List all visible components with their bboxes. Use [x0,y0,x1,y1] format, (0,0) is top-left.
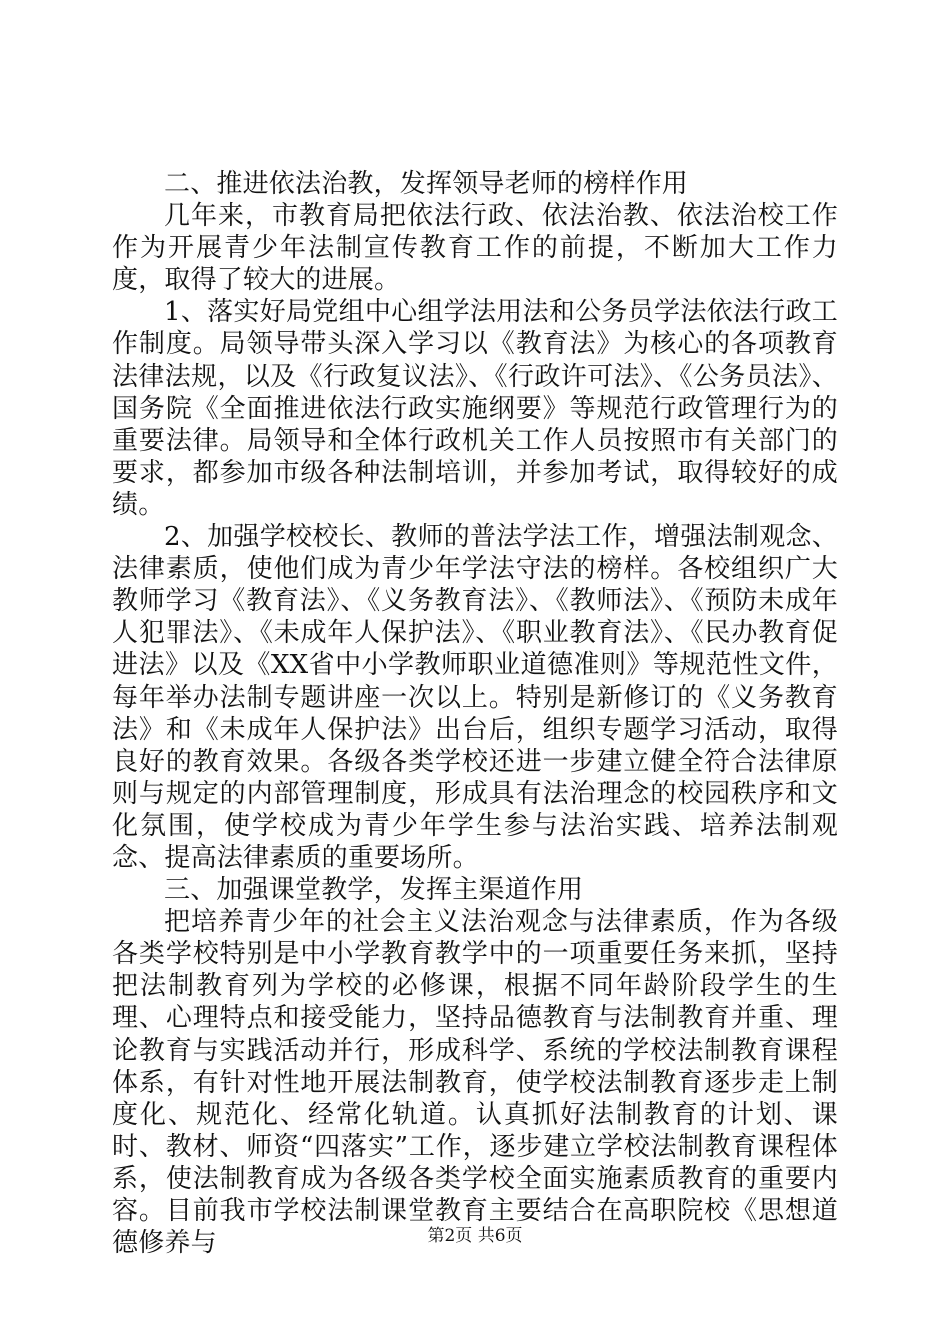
document-body [112,168,838,1259]
section-heading-3: 三、加强课堂教学，发挥主渠道作用 [164,875,584,906]
body-paragraph: 几年来，市教育局把依法行政、依法治教、依法治校工作作为开展青少年法制宣传教育工作的前提，不断加大工作力度，取得了较大的进展。 [112,201,838,296]
section-heading-2: 二、推进依法治教，发挥领导老师的榜样作用 [164,169,689,199]
body-paragraph: 2、加强学校校长、教师的普法学法工作，增强法制观念、法律素质，使他们成为青少年学法守法的榜样。各校组织广大教师学习《教育法》、《义务教育法》、《教师法》、《预防未成年人犯罪法》、《未成年人保护法》、《职业教育法》、《民办教育促进法》以及《XX省中小学教师职业道德准则》等规范性文件，每年举办法制专题讲座一次以上。特别是新修订的《义务教育法》和《未成年人保护法》出台后，组织专题学习活动，取得良好的教育效果。各级各类学校还进一步建立健全符合法律原则与规定的内部管理制度，形成具有法治理念的校园秩序和文化氛围，使学校成为青少年学生参与法治实践、培养法制观念、提高法律素质的重要场所。 [112,522,838,873]
body-paragraph: 1、落实好局党组中心组学法用法和公务员学法依法行政工作制度。局领导带头深入学习以《教育法》为核心的各项教育法律法规，以及《行政复议法》、《行政许可法》、《公务员法》、国务院《全面推进依法行政实施纲要》等规范行政管理行为的重要法律。局领导和全体行政机关工作人员按照市有关部门的要求，都参加市级各种法制培训，并参加考试，取得较好的成绩。 [112,297,838,520]
page-number-footer: 第2页 共6页 [427,1226,523,1246]
body-paragraph: 把培养青少年的社会主义法治观念与法律素质，作为各级各类学校特别是中小学教育教学中的一项重要任务来抓，坚持把法制教育列为学校的必修课，根据不同年龄阶段学生的生理、心理特点和接受能力，坚持品德教育与法制教育并重、理论教育与实践活动并行，形成科学、系统的学校法制教育课程体系，有针对性地开展法制教育，使学校法制教育逐步走上制度化、规范化、经常化轨道。认真抓好法制教育的计划、课时、教材、师资“四落实”工作，逐步建立学校法制教育课程体系，使法制教育成为各级各类学校全面实施素质教育的重要内容。目前我市学校法制课堂教育主要结合在高职院校《思想道德修养与 [112,907,838,1259]
